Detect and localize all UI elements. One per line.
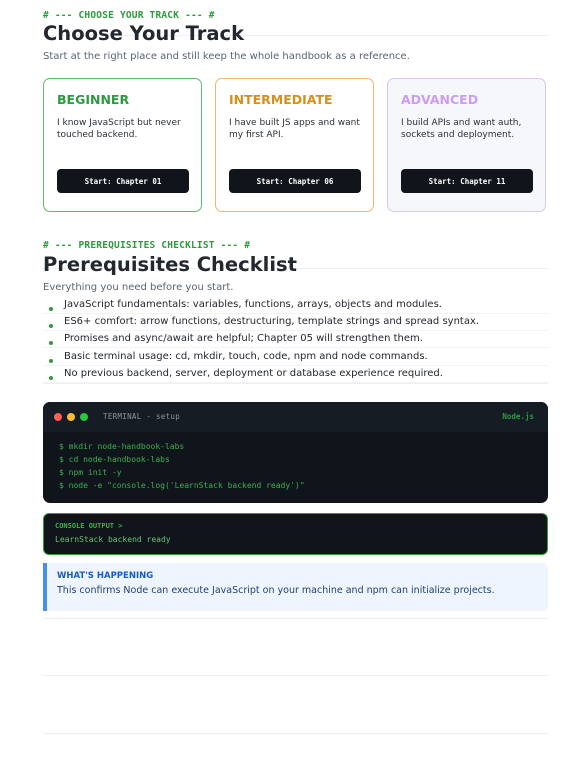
list-item	[43, 366, 548, 383]
list-item-text: Basic terminal usage: cd, mkdir, touch, code, npm and node commands.	[64, 350, 428, 362]
bullet-icon	[49, 307, 53, 311]
section-kicker: # --- CHOOSE YOUR TRACK --- #	[43, 10, 215, 21]
divider	[43, 733, 548, 734]
list-item-text: No previous backend, server, deployment or database experience required.	[64, 367, 443, 379]
list-item	[43, 314, 548, 331]
terminal-code	[59, 440, 305, 492]
start-chapter-button[interactable]: Start: Chapter 01	[57, 169, 189, 193]
track-card-title: BEGINNER	[57, 92, 130, 107]
maximize-dot-icon	[80, 413, 88, 421]
code-line: $ npm init -y	[59, 468, 122, 477]
track-card-title: ADVANCED	[401, 92, 479, 107]
divider	[43, 618, 548, 619]
list-item	[43, 331, 548, 348]
start-chapter-button[interactable]: Start: Chapter 11	[401, 169, 533, 193]
console-output-box	[43, 513, 548, 555]
divider	[43, 675, 548, 676]
terminal-title: TERMINAL - setup	[103, 412, 181, 421]
start-chapter-button[interactable]: Start: Chapter 06	[229, 169, 361, 193]
terminal-language-badge: Node.js	[502, 412, 534, 421]
section-title: Prerequisites Checklist	[43, 253, 297, 276]
bullet-icon	[49, 341, 53, 345]
code-line: $ node -e "console.log('LearnStack backend ready')"	[59, 481, 305, 490]
track-card-description: I build APIs and want auth, sockets and deployment.	[401, 118, 522, 140]
terminal-titlebar	[43, 402, 548, 432]
section-title: Choose Your Track	[43, 22, 245, 45]
list-item	[43, 349, 548, 366]
bullet-icon	[49, 359, 53, 363]
console-label: CONSOLE OUTPUT >	[55, 522, 123, 530]
bullet-icon	[49, 324, 53, 328]
track-card-description: I have built JS apps and want my first API.	[229, 118, 360, 140]
minimize-dot-icon	[67, 413, 75, 421]
list-item-text: ES6+ comfort: arrow functions, destructuring, template strings and spread syntax.	[64, 316, 480, 328]
code-line: $ cd node-handbook-labs	[59, 455, 170, 464]
list-item-text: JavaScript fundamentals: variables, functions, arrays, objects and modules.	[64, 299, 442, 310]
track-card-advanced	[387, 78, 546, 212]
bullet-icon	[49, 376, 53, 380]
section-subtitle: Everything you need before you start.	[43, 282, 234, 293]
callout-text: This confirms Node can execute JavaScript on your machine and npm can initialize projects.	[57, 585, 495, 596]
track-card-title: INTERMEDIATE	[229, 92, 333, 107]
track-card-description: I know JavaScript but never touched backend.	[57, 118, 181, 140]
section-kicker: # --- PREREQUISITES CHECKLIST --- #	[43, 240, 251, 251]
prerequisites-list	[43, 297, 548, 383]
divider	[43, 383, 548, 384]
list-item	[43, 297, 548, 314]
terminal-window	[43, 402, 548, 503]
code-line: $ mkdir node-handbook-labs	[59, 442, 185, 451]
section-subtitle: Start at the right place and still keep the whole handbook as a reference.	[43, 51, 410, 62]
info-callout	[43, 563, 548, 611]
track-card-beginner	[43, 78, 202, 212]
list-item-text: Promises and async/await are helpful; Chapter 05 will strengthen them.	[64, 333, 423, 345]
callout-label: WHAT'S HAPPENING	[57, 571, 154, 581]
track-card-intermediate	[215, 78, 374, 212]
close-dot-icon	[54, 413, 62, 421]
console-output-text: LearnStack backend ready	[55, 535, 171, 544]
